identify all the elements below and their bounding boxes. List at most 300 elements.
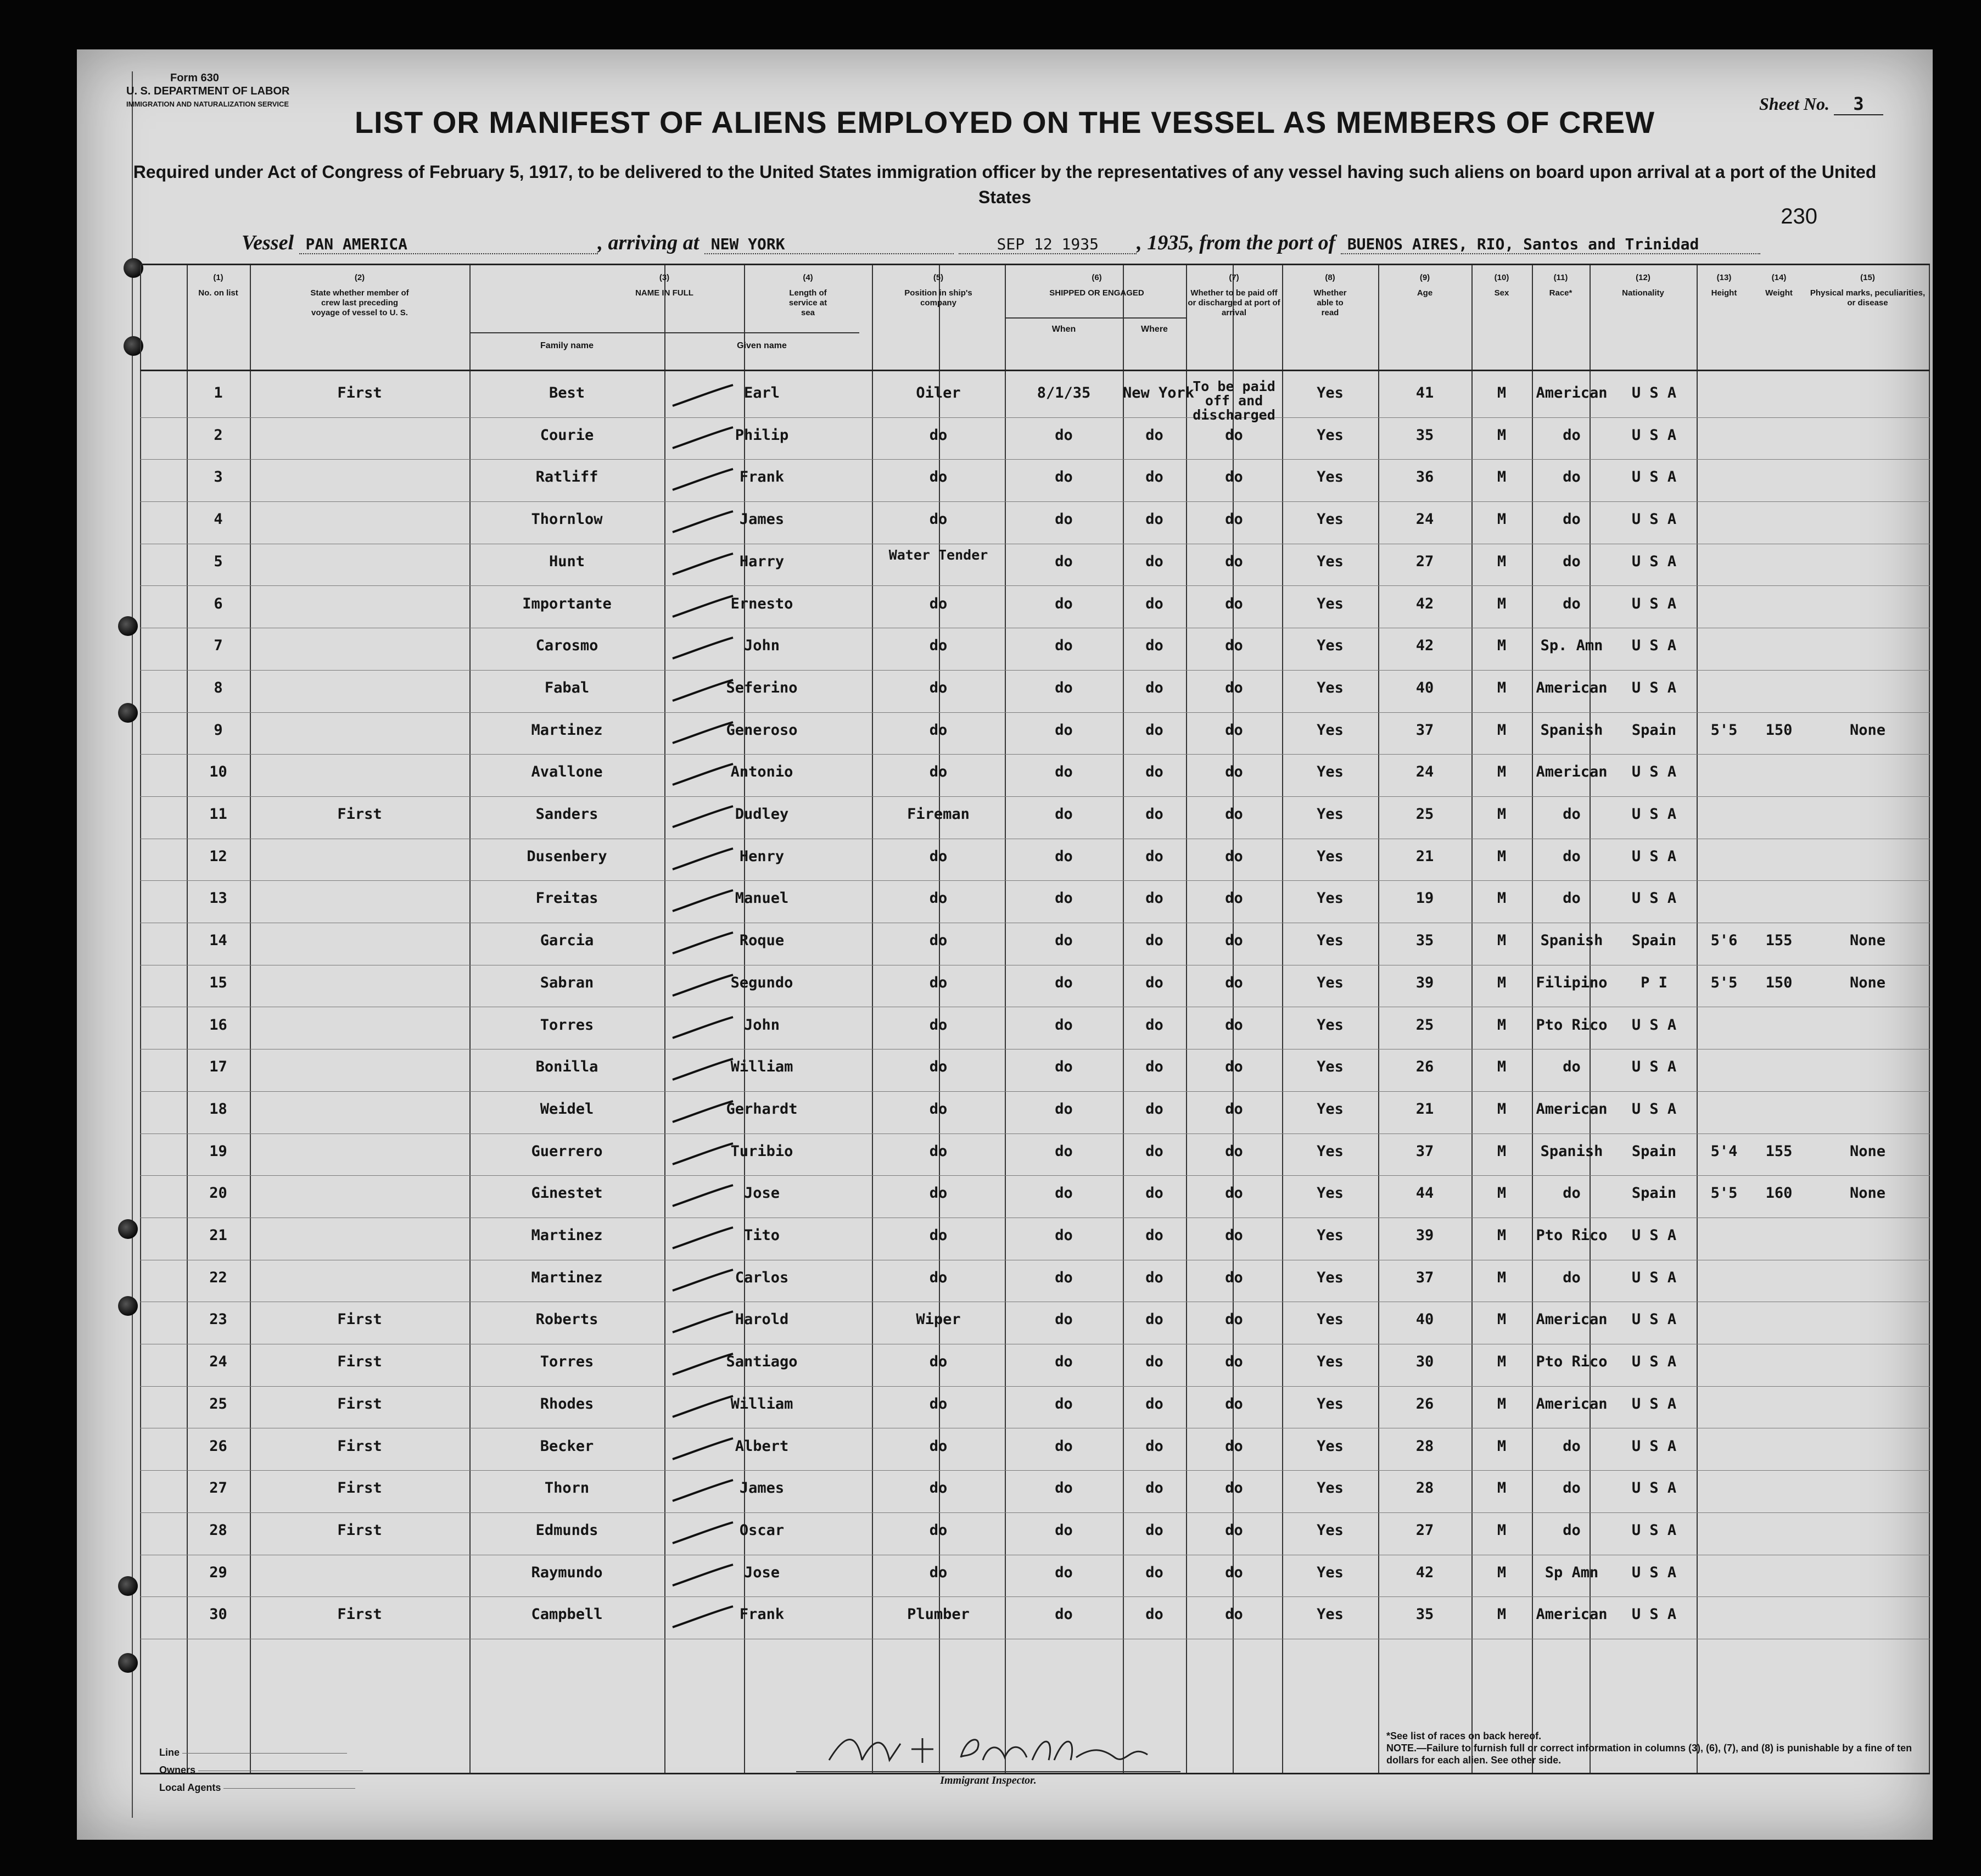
cell-given-name: Gerhardt — [726, 1100, 798, 1118]
cell-shipped-where: do — [1145, 426, 1163, 444]
cell-family-name: Sabran — [540, 974, 594, 991]
cell-family-name: Freitas — [535, 890, 598, 907]
header-name: (3) NAME IN FULL — [635, 273, 693, 298]
cell-age: 27 — [1415, 552, 1434, 570]
cell-previous-voyage: First — [337, 1437, 382, 1455]
cell-shipped-where: do — [1145, 1016, 1163, 1034]
cell-race: do — [1563, 1185, 1581, 1202]
cell-position: do — [929, 426, 948, 444]
header-nationality: (12) Nationality — [1622, 273, 1664, 298]
cell-paid-off: do — [1225, 595, 1243, 612]
cell-shipped-where: do — [1145, 1269, 1163, 1286]
cell-race: American — [1536, 763, 1608, 781]
cell-race: do — [1563, 1058, 1581, 1076]
header-shipped-or-engaged: (6) SHIPPED OR ENGAGED — [1049, 273, 1144, 298]
cell-shipped-where: do — [1145, 637, 1163, 655]
cell-nationality: U S A — [1631, 1311, 1677, 1328]
table-row — [140, 1596, 1930, 1638]
cell-shipped-where: do — [1145, 1100, 1163, 1118]
cell-position: do — [929, 1058, 948, 1076]
cell-age: 40 — [1415, 1311, 1434, 1328]
cell-shipped-when: do — [1055, 1227, 1073, 1244]
cell-height: 5'6 — [1710, 932, 1738, 950]
cell-family-name: Roberts — [535, 1311, 598, 1328]
cell-position: do — [929, 1564, 948, 1581]
cell-row-number: 9 — [214, 721, 223, 739]
vessel-line — [242, 231, 1760, 255]
year-label: , 1935 — [1137, 231, 1189, 254]
cell-paid-off: do — [1225, 847, 1243, 865]
cell-race: American — [1536, 1395, 1608, 1412]
table-row — [140, 1470, 1930, 1512]
cell-nationality: U S A — [1631, 806, 1677, 823]
cell-position: Plumber — [907, 1606, 970, 1623]
punch-hole — [118, 1653, 138, 1673]
service-tick-mark — [670, 1478, 736, 1503]
cell-previous-voyage: First — [337, 1353, 382, 1371]
service-tick-mark — [670, 1394, 736, 1419]
table-row — [140, 670, 1930, 712]
cell-row-number: 21 — [209, 1227, 227, 1244]
cell-given-name: Frank — [739, 468, 785, 486]
cell-nationality: U S A — [1631, 552, 1677, 570]
cell-weight: 150 — [1765, 974, 1793, 991]
cell-position: do — [929, 1479, 948, 1497]
cell-shipped-where: do — [1145, 763, 1163, 781]
cell-age: 42 — [1415, 595, 1434, 612]
footnote-penalty: NOTE.—Failure to furnish full or correct information in columns (3), (6), (7), and (8) is punishable by a fine of ten dollars for each alien. See other side. — [1386, 1743, 1912, 1766]
cell-family-name: Martinez — [531, 721, 603, 739]
cell-age: 35 — [1415, 426, 1434, 444]
cell-sex: M — [1497, 552, 1507, 570]
sheet-number-value: 3 — [1834, 93, 1883, 115]
cell-position: Fireman — [907, 806, 970, 823]
cell-shipped-where: New York — [1123, 384, 1195, 401]
table-row — [140, 754, 1930, 796]
cell-paid-off: do — [1225, 806, 1243, 823]
cell-nationality: U S A — [1631, 1058, 1677, 1076]
cell-row-number: 4 — [214, 511, 223, 528]
cell-position: do — [929, 1227, 948, 1244]
cell-nationality: U S A — [1631, 679, 1677, 696]
cell-shipped-when: 8/1/35 — [1037, 384, 1091, 401]
table-row — [140, 1512, 1930, 1554]
service-tick-mark — [670, 467, 736, 492]
punch-hole — [118, 1219, 138, 1239]
cell-shipped-when: do — [1055, 552, 1073, 570]
cell-nationality: U S A — [1631, 1521, 1677, 1539]
line-field — [159, 1744, 363, 1761]
cell-weight: 155 — [1765, 932, 1793, 950]
cell-row-number: 6 — [214, 595, 223, 612]
cell-nationality: U S A — [1631, 847, 1677, 865]
cell-nationality: U S A — [1631, 426, 1677, 444]
service-tick-mark — [670, 888, 736, 913]
table-row — [140, 712, 1930, 754]
cell-shipped-where: do — [1145, 1353, 1163, 1371]
binding-margin-rule — [132, 71, 133, 1818]
cell-given-name: William — [730, 1058, 793, 1076]
service-tick-mark — [670, 762, 736, 787]
service-tick-mark — [670, 1562, 736, 1588]
cell-shipped-when: do — [1055, 932, 1073, 950]
cell-sex: M — [1497, 595, 1507, 612]
cell-race: American — [1536, 1100, 1608, 1118]
service-tick-mark — [670, 720, 736, 745]
cell-nationality: U S A — [1631, 1606, 1677, 1623]
table-row — [140, 1175, 1930, 1217]
cell-able-to-read: Yes — [1317, 1100, 1344, 1118]
cell-shipped-where: do — [1145, 1311, 1163, 1328]
cell-given-name: Frank — [739, 1606, 785, 1623]
cell-able-to-read: Yes — [1317, 595, 1344, 612]
cell-family-name: Hunt — [549, 552, 585, 570]
cell-paid-off: do — [1225, 974, 1243, 991]
service-tick-mark — [670, 425, 736, 450]
service-tick-mark — [670, 1057, 736, 1082]
cell-sex: M — [1497, 1269, 1507, 1286]
cell-sex: M — [1497, 511, 1507, 528]
cell-position: Wiper — [916, 1311, 961, 1328]
agents-field — [159, 1779, 363, 1796]
cell-row-number: 1 — [214, 384, 223, 401]
cell-able-to-read: Yes — [1317, 1142, 1344, 1160]
cell-nationality: U S A — [1631, 1437, 1677, 1455]
service-tick-mark — [670, 1099, 736, 1124]
punch-hole — [118, 616, 138, 636]
header-given-name: Given name — [737, 341, 787, 350]
cell-shipped-when: do — [1055, 1564, 1073, 1581]
cell-family-name: Ratliff — [535, 468, 598, 486]
cell-position: do — [929, 468, 948, 486]
cell-shipped-where: do — [1145, 847, 1163, 865]
cell-able-to-read: Yes — [1317, 1016, 1344, 1034]
cell-paid-off: do — [1225, 1227, 1243, 1244]
cell-age: 42 — [1415, 637, 1434, 655]
cell-paid-off: do — [1225, 890, 1243, 907]
cell-family-name: Importante — [522, 595, 612, 612]
cell-sex: M — [1497, 637, 1507, 655]
service-tick-mark — [670, 383, 736, 408]
cell-sex: M — [1497, 847, 1507, 865]
cell-race: do — [1563, 426, 1581, 444]
cell-family-name: Carosmo — [535, 637, 598, 655]
cell-shipped-when: do — [1055, 1395, 1073, 1412]
cell-paid-off: do — [1225, 932, 1243, 950]
arriving-port: NEW YORK — [704, 235, 954, 254]
cell-shipped-when: do — [1055, 763, 1073, 781]
cell-shipped-when: do — [1055, 1437, 1073, 1455]
cell-weight: 150 — [1765, 721, 1793, 739]
cell-sex: M — [1497, 1606, 1507, 1623]
cell-shipped-when: do — [1055, 806, 1073, 823]
table-row — [140, 1302, 1930, 1343]
cell-age: 25 — [1415, 806, 1434, 823]
cell-position: do — [929, 974, 948, 991]
cell-able-to-read: Yes — [1317, 552, 1344, 570]
header-sex: (10) Sex — [1494, 273, 1509, 298]
cell-shipped-where: do — [1145, 721, 1163, 739]
cell-paid-off: do — [1225, 679, 1243, 696]
header-previous-voyage: (2) State whether member of crew last preceding voyage of vessel to U. S. — [310, 273, 409, 317]
cell-race: do — [1563, 595, 1581, 612]
table-row — [140, 501, 1930, 543]
cell-sex: M — [1497, 679, 1507, 696]
service-tick-mark — [670, 930, 736, 956]
cell-age: 19 — [1415, 890, 1434, 907]
table-row — [140, 1260, 1930, 1302]
cell-shipped-when: do — [1055, 1479, 1073, 1497]
cell-able-to-read: Yes — [1317, 1395, 1344, 1412]
cell-position: do — [929, 1016, 948, 1034]
cell-row-number: 11 — [209, 806, 227, 823]
cell-paid-off: do — [1225, 552, 1243, 570]
table-row — [140, 1344, 1930, 1386]
cell-nationality: U S A — [1631, 1353, 1677, 1371]
cell-age: 35 — [1415, 1606, 1434, 1623]
department-name: U. S. DEPARTMENT OF LABOR — [126, 85, 290, 97]
service-tick-mark — [670, 1520, 736, 1545]
service-tick-mark — [670, 551, 736, 577]
cell-race: do — [1563, 806, 1581, 823]
cell-position: do — [929, 721, 948, 739]
cell-paid-off: do — [1225, 1395, 1243, 1412]
cell-nationality: U S A — [1631, 511, 1677, 528]
inspector-signature-block — [796, 1727, 1180, 1787]
cell-nationality: U S A — [1631, 1269, 1677, 1286]
cell-race: Pto Rico — [1536, 1353, 1608, 1371]
cell-able-to-read: Yes — [1317, 468, 1344, 486]
cell-nationality: U S A — [1631, 595, 1677, 612]
from-port: BUENOS AIRES, RIO, Santos and Trinidad — [1341, 235, 1760, 254]
cell-paid-off: do — [1225, 637, 1243, 655]
agents-label: Local Agents — [159, 1782, 221, 1793]
cell-paid-off: do — [1225, 1100, 1243, 1118]
cell-sex: M — [1497, 426, 1507, 444]
cell-row-number: 8 — [214, 679, 223, 696]
cell-sex: M — [1497, 1185, 1507, 1202]
cell-family-name: Martinez — [531, 1269, 603, 1286]
cell-shipped-when: do — [1055, 721, 1073, 739]
cell-row-number: 10 — [209, 763, 227, 781]
cell-shipped-where: do — [1145, 1564, 1163, 1581]
cell-family-name: Thorn — [544, 1479, 590, 1497]
cell-shipped-when: do — [1055, 847, 1073, 865]
cell-height: 5'4 — [1710, 1142, 1738, 1160]
cell-shipped-where: do — [1145, 595, 1163, 612]
cell-age: 24 — [1415, 511, 1434, 528]
cell-paid-off: do — [1225, 1058, 1243, 1076]
cell-row-number: 15 — [209, 974, 227, 991]
cell-age: 36 — [1415, 468, 1434, 486]
punch-hole — [118, 1296, 138, 1316]
cell-race: do — [1563, 1269, 1581, 1286]
cell-sex: M — [1497, 806, 1507, 823]
cell-row-number: 17 — [209, 1058, 227, 1076]
punch-hole — [118, 1576, 138, 1596]
cell-sex: M — [1497, 974, 1507, 991]
cell-row-number: 23 — [209, 1311, 227, 1328]
header-age: (9) Age — [1417, 273, 1433, 298]
cell-age: 40 — [1415, 679, 1434, 696]
cell-age: 28 — [1415, 1479, 1434, 1497]
cell-shipped-when: do — [1055, 1353, 1073, 1371]
cell-row-number: 24 — [209, 1353, 227, 1371]
service-tick-mark — [670, 1015, 736, 1040]
cell-sex: M — [1497, 1016, 1507, 1034]
cell-previous-voyage: First — [337, 806, 382, 823]
cell-given-name: Carlos — [735, 1269, 789, 1286]
cell-position: Water Tender — [888, 546, 988, 563]
cell-nationality: Spain — [1631, 721, 1677, 739]
service-tick-mark — [670, 1352, 736, 1377]
table-row — [140, 417, 1930, 459]
cell-able-to-read: Yes — [1317, 1185, 1344, 1202]
table-row — [140, 586, 1930, 628]
cell-position: Oiler — [916, 384, 961, 401]
cell-able-to-read: Yes — [1317, 974, 1344, 991]
cell-race: American — [1536, 384, 1608, 401]
cell-sex: M — [1497, 1521, 1507, 1539]
cell-sex: M — [1497, 721, 1507, 739]
cell-paid-off: do — [1225, 721, 1243, 739]
cell-sex: M — [1497, 890, 1507, 907]
cell-nationality: U S A — [1631, 468, 1677, 486]
cell-shipped-when: do — [1055, 890, 1073, 907]
cell-age: 37 — [1415, 721, 1434, 739]
cell-sex: M — [1497, 1311, 1507, 1328]
cell-shipped-when: do — [1055, 1311, 1073, 1328]
cell-family-name: Bonilla — [535, 1058, 598, 1076]
cell-sex: M — [1497, 468, 1507, 486]
cell-able-to-read: Yes — [1317, 426, 1344, 444]
cell-shipped-when: do — [1055, 679, 1073, 696]
table-row — [140, 880, 1930, 922]
cell-family-name: Rhodes — [540, 1395, 594, 1412]
cell-given-name: John — [743, 1016, 780, 1034]
footer-fields — [159, 1744, 363, 1796]
cell-age: 28 — [1415, 1437, 1434, 1455]
cell-given-name: Segundo — [730, 974, 793, 991]
cell-row-number: 30 — [209, 1606, 227, 1623]
cell-nationality: Spain — [1631, 1185, 1677, 1202]
stamp-number: 230 — [1781, 204, 1817, 228]
cell-paid-off: do — [1225, 1311, 1243, 1328]
cell-position: do — [929, 1521, 948, 1539]
cell-able-to-read: Yes — [1317, 637, 1344, 655]
service-tick-mark — [670, 804, 736, 829]
cell-able-to-read: Yes — [1317, 1353, 1344, 1371]
cell-nationality: P I — [1641, 974, 1667, 991]
cell-row-number: 28 — [209, 1521, 227, 1539]
table-row — [140, 1007, 1930, 1049]
service-tick-mark — [670, 635, 736, 661]
cell-given-name: Roque — [739, 932, 785, 950]
cell-age: 37 — [1415, 1142, 1434, 1160]
cell-paid-off: do — [1225, 1016, 1243, 1034]
table-row — [140, 965, 1930, 1007]
cell-position: do — [929, 1269, 948, 1286]
cell-given-name: James — [739, 1479, 785, 1497]
cell-sex: M — [1497, 763, 1507, 781]
cell-age: 21 — [1415, 1100, 1434, 1118]
cell-able-to-read: Yes — [1317, 847, 1344, 865]
header-length-of-service: (4) Length of service at sea — [788, 273, 827, 317]
cell-age: 26 — [1415, 1395, 1434, 1412]
cell-sex: M — [1497, 1564, 1507, 1581]
cell-shipped-when: do — [1055, 1269, 1073, 1286]
cell-shipped-where: do — [1145, 679, 1163, 696]
table-row — [140, 923, 1930, 964]
cell-age: 41 — [1415, 384, 1434, 401]
cell-able-to-read: Yes — [1317, 1521, 1344, 1539]
cell-race: Pto Rico — [1536, 1227, 1608, 1244]
cell-previous-voyage: First — [337, 384, 382, 401]
cell-paid-off: To be paid off and discharged — [1193, 378, 1275, 423]
cell-paid-off: do — [1225, 1606, 1243, 1623]
cell-shipped-where: do — [1145, 932, 1163, 950]
cell-able-to-read: Yes — [1317, 1269, 1344, 1286]
owners-field — [159, 1761, 363, 1779]
cell-race: Filipino — [1536, 974, 1608, 991]
cell-row-number: 22 — [209, 1269, 227, 1286]
cell-shipped-where: do — [1145, 1227, 1163, 1244]
cell-paid-off: do — [1225, 1521, 1243, 1539]
cell-sex: M — [1497, 1058, 1507, 1076]
cell-family-name: Becker — [540, 1437, 594, 1455]
cell-family-name: Sanders — [535, 806, 598, 823]
cell-family-name: Dusenbery — [527, 847, 607, 865]
cell-sex: M — [1497, 1227, 1507, 1244]
service-tick-mark — [670, 678, 736, 703]
cell-position: do — [929, 637, 948, 655]
footnote — [1386, 1730, 1935, 1766]
cell-weight: 160 — [1765, 1185, 1793, 1202]
cell-position: do — [929, 595, 948, 612]
cell-nationality: U S A — [1631, 1479, 1677, 1497]
cell-family-name: Best — [549, 384, 585, 401]
cell-row-number: 18 — [209, 1100, 227, 1118]
header-height: (13) Height — [1711, 273, 1737, 298]
cell-given-name: Santiago — [726, 1353, 798, 1371]
cell-physical-marks: None — [1849, 974, 1886, 991]
cell-given-name: Generoso — [726, 721, 798, 739]
cell-nationality: Spain — [1631, 1142, 1677, 1160]
cell-nationality: U S A — [1631, 1395, 1677, 1412]
from-label: , from the port of — [1189, 231, 1336, 254]
cell-position: do — [929, 932, 948, 950]
form-number: Form 630 — [170, 72, 219, 84]
cell-age: 44 — [1415, 1185, 1434, 1202]
cell-race: Sp. Amn — [1540, 637, 1603, 655]
cell-age: 42 — [1415, 1564, 1434, 1581]
cell-given-name: Earl — [743, 384, 780, 401]
cell-age: 35 — [1415, 932, 1434, 950]
cell-physical-marks: None — [1849, 721, 1886, 739]
service-name: IMMIGRATION AND NATURALIZATION SERVICE — [126, 100, 289, 108]
inspector-label: Immigrant Inspector. — [940, 1774, 1037, 1786]
cell-shipped-where: do — [1145, 552, 1163, 570]
cell-sex: M — [1497, 1437, 1507, 1455]
cell-shipped-where: do — [1145, 1521, 1163, 1539]
cell-family-name: Thornlow — [531, 511, 603, 528]
cell-nationality: U S A — [1631, 1100, 1677, 1118]
cell-race: do — [1563, 468, 1581, 486]
cell-row-number: 29 — [209, 1564, 227, 1581]
cell-race: Spanish — [1540, 1142, 1603, 1160]
line-label: Line — [159, 1747, 180, 1758]
cell-race: do — [1563, 552, 1581, 570]
